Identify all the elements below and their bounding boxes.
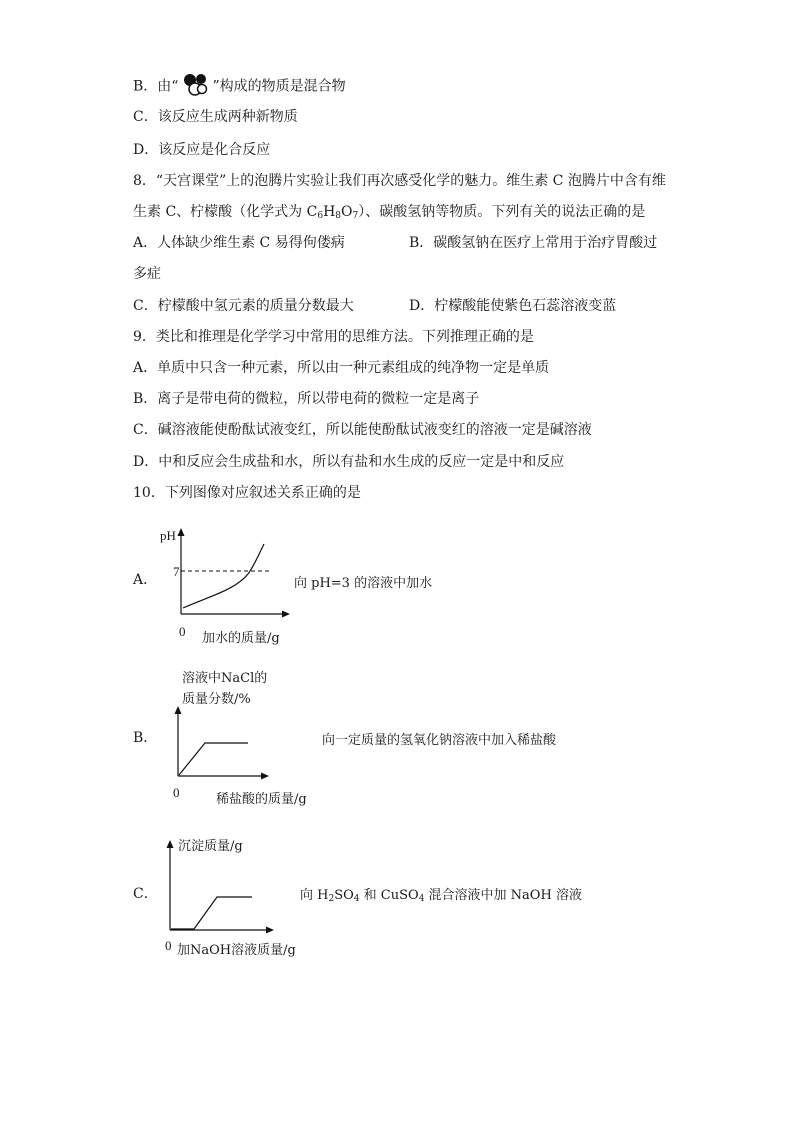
q7-option-b-prefix: B．由“ — [133, 78, 179, 95]
q10-a-ylabel: pH — [160, 528, 176, 543]
q10-b-origin: 0 — [173, 785, 180, 800]
q8-option-d: D．柠檬酸能使紫色石蕊溶液变蓝 — [409, 298, 617, 314]
q9-option-d: D．中和反应会生成盐和水，所以有盐和水生成的反应一定是中和反应 — [133, 454, 565, 470]
q8-stem-line-1: 8．“天宫课堂”上的泡腾片实验让我们再次感受化学的魅力。维生素 C 泡腾片中含有维 — [133, 173, 666, 189]
q9-option-c: C．碱溶液能使酚酞试液变红，所以能使酚酞试液变红的溶液一定是碱溶液 — [133, 422, 592, 438]
q8-option-b: B．碳酸氢钠在医疗上常用于治疗胃酸过 — [409, 235, 658, 251]
q10-option-b-letter: B． — [133, 730, 158, 746]
q10-option-c-letter: C． — [133, 886, 158, 902]
q9-option-a: A．单质中只含一种元素，所以由一种元素组成的纯净物一定是单质 — [133, 360, 550, 376]
molecule-icon — [180, 72, 210, 101]
precipitate-curve — [171, 897, 252, 929]
q10-a-description: 向 pH=3 的溶液中加水 — [294, 576, 433, 591]
ph-curve — [183, 544, 264, 608]
q10-a-xlabel: 加水的质量/g — [202, 631, 280, 646]
q8-stem-line-2: 生素 C、柠檬酸（化学式为 $C_6H_8O_7$）、碳酸氢钠等物质。下列有关的说法正确的是 — [133, 204, 646, 221]
x-axis-arrow — [266, 927, 274, 934]
q10-c-ylabel: 沉淀质量/g — [178, 839, 243, 854]
q8-option-b-continued: 多症 — [133, 266, 161, 282]
q7-option-c: C．该反应生成两种新物质 — [133, 109, 298, 125]
nacl-curve — [179, 743, 248, 775]
q10-a-ytick-7: 7 — [173, 564, 180, 579]
q7-option-b — [133, 72, 346, 101]
q7-option-d: D．该反应是化合反应 — [133, 142, 271, 158]
y-axis-arrow — [175, 706, 182, 714]
q8-option-a: A．人体缺少维生素 C 易得佝偻病 — [133, 235, 345, 251]
q8-option-c: C．柠檬酸中氢元素的质量分数最大 — [133, 298, 354, 314]
q10-option-b-graph — [165, 700, 280, 785]
q10-option-a-letter: A． — [133, 572, 158, 588]
q10-stem: 10．下列图像对应叙述关系正确的是 — [133, 485, 361, 501]
q10-b-ylabel-line-1: 溶液中NaCl的 — [182, 671, 268, 686]
q9-stem: 9．类比和推理是化学学习中常用的思维方法。下列推理正确的是 — [133, 329, 534, 345]
y-axis-arrow — [178, 528, 185, 536]
q10-b-xlabel: 稀盐酸的质量/g — [216, 792, 307, 807]
q9-option-b: B．离子是带电荷的微粒，所以带电荷的微粒一定是离子 — [133, 391, 480, 407]
q10-c-description: 向 $H_2SO_4$ 和 CuSO$_4$ 混合溶液中加 NaOH 溶液 — [300, 888, 582, 904]
q7-option-b-suffix: ”构成的物质是混合物 — [212, 78, 346, 95]
q10-b-description: 向一定质量的氢氧化钠溶液中加入稀盐酸 — [322, 733, 557, 748]
q10-c-xlabel: 加NaOH溶液质量/g — [177, 943, 296, 958]
q10-option-c-graph — [160, 830, 285, 940]
x-axis-arrow — [261, 773, 269, 780]
x-axis-arrow — [282, 611, 290, 618]
q10-a-origin: 0 — [179, 624, 186, 639]
q10-b-ylabel-line-2: 质量分数/% — [182, 692, 251, 707]
q10-c-origin: 0 — [165, 938, 172, 953]
y-axis-arrow — [167, 840, 174, 848]
